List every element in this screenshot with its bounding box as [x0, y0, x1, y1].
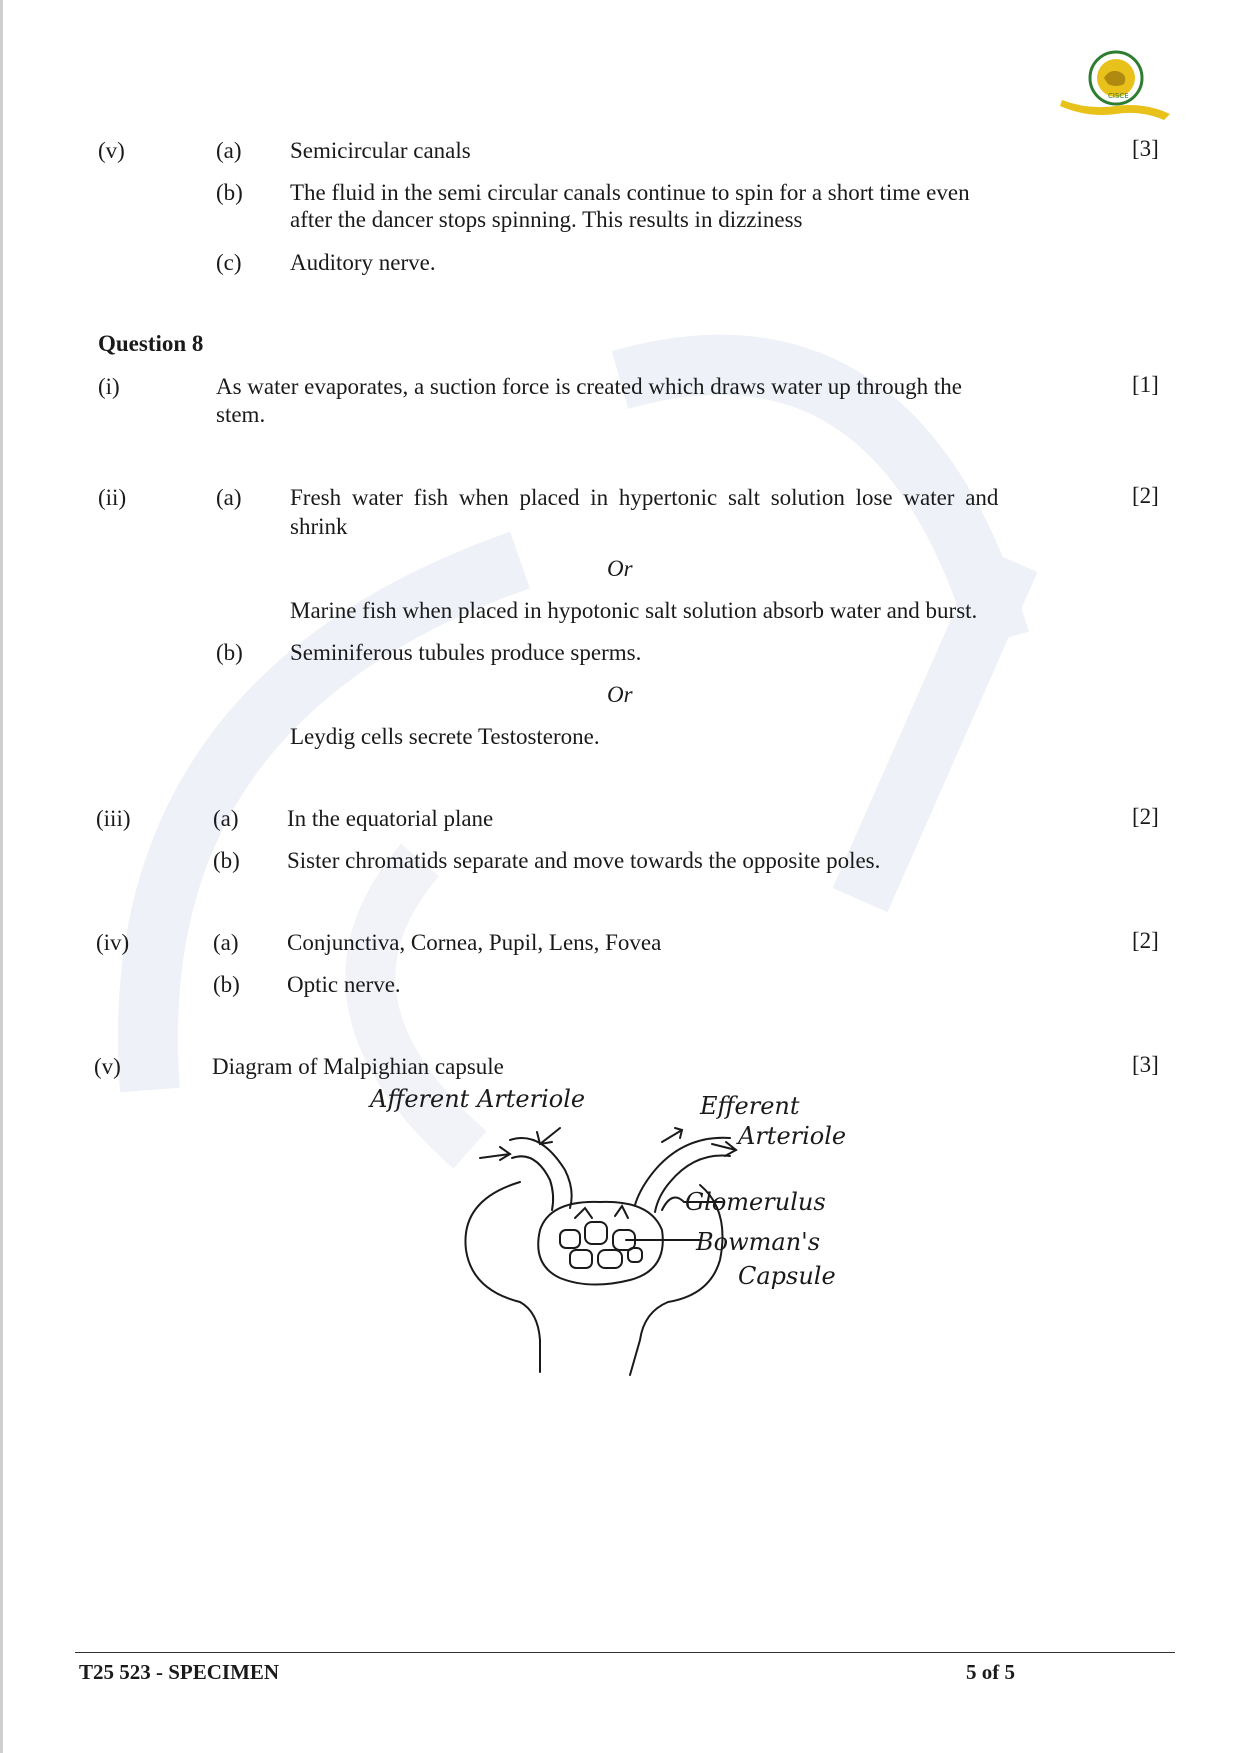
answer-text: Optic nerve. — [287, 972, 401, 997]
answer-text: Auditory nerve. — [290, 250, 436, 275]
sub-label: (b) — [216, 180, 243, 205]
answer-text: Marine fish when placed in hypotonic salt solution absorb water and burst. — [290, 598, 978, 623]
footer-code: T25 523 - SPECIMEN — [79, 1660, 280, 1684]
marks-badge: [2] — [1132, 804, 1159, 829]
page-number: 5 of 5 — [966, 1660, 1015, 1684]
marks-badge: [1] — [1132, 372, 1159, 397]
item-number: (ii) — [98, 485, 127, 510]
sub-label: (b) — [216, 640, 243, 665]
sub-label: (b) — [213, 848, 240, 873]
label-bowmans-2: Capsule — [738, 1262, 836, 1290]
sub-label: (a) — [213, 806, 239, 831]
sub-label: (a) — [216, 138, 242, 163]
answer-text: Conjunctiva, Cornea, Pupil, Lens, Fovea — [287, 930, 662, 955]
label-efferent-2: Arteriole — [738, 1122, 847, 1150]
footer-divider — [75, 1652, 1175, 1653]
item-number: (i) — [98, 374, 120, 399]
answer-text: Leydig cells secrete Testosterone. — [290, 724, 600, 749]
marks-badge: [2] — [1132, 928, 1159, 953]
sub-label: (c) — [216, 250, 242, 275]
label-bowmans-1: Bowman's — [696, 1228, 821, 1256]
answer-text: Semicircular canals — [290, 138, 471, 163]
sub-label: (a) — [213, 930, 239, 955]
answer-text: Seminiferous tubules produce sperms. — [290, 640, 642, 665]
or-separator: Or — [607, 682, 633, 707]
label-afferent-arteriole: Afferent Arteriole — [370, 1085, 586, 1113]
sub-label: (a) — [216, 485, 242, 510]
answer-text: The fluid in the semi circular canals continue to spin for a short time even — [290, 180, 970, 205]
answer-text: stem. — [216, 402, 266, 427]
label-glomerulus: Glomerulus — [685, 1188, 826, 1216]
cisce-logo — [1058, 48, 1178, 124]
answer-text: As water evaporates, a suction force is created which draws water up through the — [216, 374, 962, 399]
or-separator: Or — [607, 556, 633, 581]
answer-text: shrink — [290, 514, 348, 539]
answer-text: In the equatorial plane — [287, 806, 494, 831]
malpighian-capsule-diagram — [370, 1085, 870, 1380]
question-heading: Question 8 — [98, 331, 204, 356]
answer-text: after the dancer stops spinning. This results in dizziness — [290, 207, 803, 232]
answer-text: Fresh water fish when placed in hypertonic salt solution lose water and — [290, 485, 999, 510]
item-number: (iii) — [96, 806, 131, 831]
sub-label: (b) — [213, 972, 240, 997]
item-number: (v) — [94, 1054, 121, 1079]
marks-badge: [3] — [1132, 136, 1159, 161]
marks-badge: [2] — [1132, 483, 1159, 508]
item-number: (iv) — [96, 930, 130, 955]
page-edge — [0, 0, 3, 1753]
label-efferent-1: Efferent — [700, 1092, 800, 1120]
answer-text: Diagram of Malpighian capsule — [212, 1054, 504, 1079]
item-number: (v) — [98, 138, 125, 163]
marks-badge: [3] — [1132, 1052, 1159, 1077]
answer-text: Sister chromatids separate and move towards the opposite poles. — [287, 848, 881, 873]
logo-text: CISCE — [1108, 92, 1129, 100]
